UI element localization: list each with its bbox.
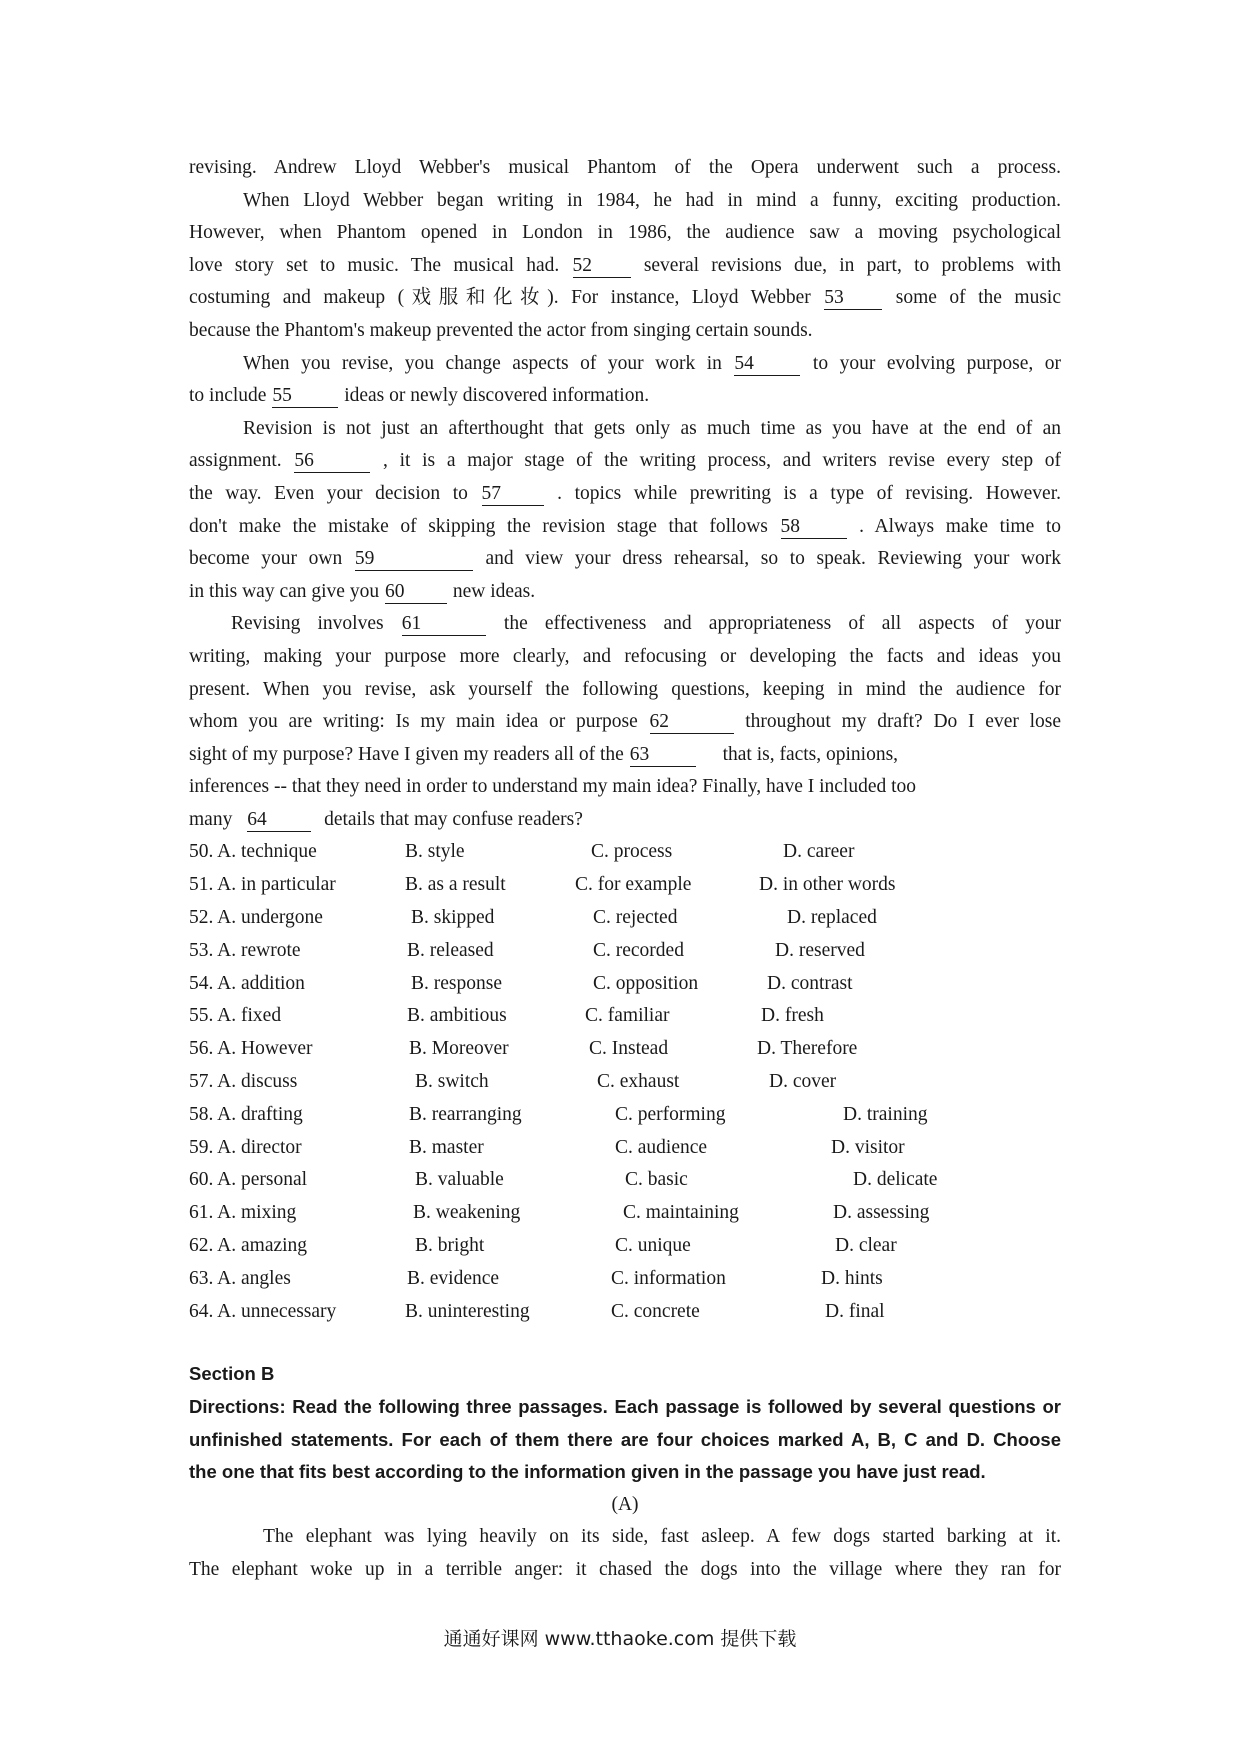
passage-line: writing, making your purpose more clearly, and refocusing or developing the facts and ideas you	[189, 645, 1061, 667]
option-a[interactable]: 64. A. unnecessary	[189, 1300, 337, 1322]
text-segment: and view your dress rehearsal, so to speak. Reviewing your work	[485, 548, 1061, 570]
blank-52[interactable]: 52	[573, 255, 631, 278]
text-segment: the effectiveness and appropriateness of all aspects of your	[503, 613, 1061, 635]
passage-line	[189, 576, 1061, 609]
passage-line	[189, 380, 1061, 413]
passage-line: The elephant woke up in a terrible anger: it chased the dogs into the village where they ran for	[189, 1558, 1061, 1580]
option-c[interactable]: C. exhaust	[597, 1071, 680, 1093]
text-segment: become your own	[189, 548, 343, 570]
option-c[interactable]: C. Instead	[589, 1038, 669, 1060]
text-segment: assignment.	[189, 450, 282, 472]
option-a[interactable]: 56. A. However	[189, 1038, 313, 1060]
option-d[interactable]: D. contrast	[767, 972, 853, 994]
text-segment: throughout my draft? Do I ever lose	[745, 711, 1061, 733]
blank-57[interactable]: 57	[482, 483, 544, 506]
option-row	[189, 1033, 1061, 1066]
blank-63[interactable]: 63	[630, 744, 696, 767]
option-a[interactable]: 59. A. director	[189, 1136, 302, 1158]
option-b[interactable]: B. rearranging	[409, 1103, 522, 1125]
passage-line: inferences -- that they need in order to understand my main idea? Finally, have I included too	[189, 776, 917, 798]
option-b[interactable]: B. evidence	[407, 1267, 500, 1289]
option-row	[189, 1197, 1061, 1230]
option-row	[189, 1296, 1061, 1329]
option-c[interactable]: C. familiar	[585, 1005, 670, 1027]
option-row	[189, 1066, 1061, 1099]
option-c[interactable]: C. for example	[575, 874, 692, 896]
text-segment: don't make the mistake of skipping the revision stage that follows	[189, 515, 768, 537]
option-a[interactable]: 51. A. in particular	[189, 874, 336, 896]
passage-line	[189, 706, 1061, 739]
text-segment: details that may confuse readers?	[324, 808, 583, 830]
passage-line: When Lloyd Webber began writing in 1984, he had in mind a funny, exciting production.	[243, 189, 1061, 211]
option-a[interactable]: 53. A. rewrote	[189, 939, 301, 961]
option-d[interactable]: D. in other words	[759, 874, 896, 896]
blank-62[interactable]: 62	[650, 711, 734, 734]
passage-line: The elephant was lying heavily on its side, fast asleep. A few dogs started barking at it.	[263, 1526, 1061, 1548]
blank-64[interactable]: 64	[247, 809, 311, 832]
passage-line	[189, 543, 1061, 576]
spacer	[189, 1328, 1061, 1358]
option-c[interactable]: C. unique	[615, 1235, 691, 1257]
option-a[interactable]: 57. A. discuss	[189, 1071, 298, 1093]
text-segment: many	[189, 808, 233, 830]
text-segment: costuming and makeup (戏服和化妆). For instance, Lloyd Webber	[189, 287, 811, 309]
text-segment: several revisions due, in part, to problems with	[643, 254, 1061, 276]
option-row	[189, 935, 1061, 968]
option-d[interactable]: D. final	[825, 1300, 885, 1322]
answer-options	[189, 836, 1061, 1328]
text-segment: the way. Even your decision to	[189, 482, 468, 504]
option-a[interactable]: 50. A. technique	[189, 841, 317, 863]
option-c[interactable]: C. rejected	[593, 907, 678, 929]
passage-line	[189, 804, 1061, 837]
option-c[interactable]: C. maintaining	[623, 1202, 739, 1224]
option-a[interactable]: 61. A. mixing	[189, 1202, 297, 1224]
option-c[interactable]: C. process	[591, 841, 673, 863]
blank-58[interactable]: 58	[781, 516, 847, 539]
option-b[interactable]: B. response	[411, 972, 502, 994]
option-c[interactable]: C. basic	[625, 1169, 688, 1191]
blank-60[interactable]: 60	[385, 581, 447, 604]
blank-56[interactable]: 56	[294, 450, 370, 473]
option-d[interactable]: D. clear	[835, 1235, 897, 1257]
option-b[interactable]: B. valuable	[415, 1169, 504, 1191]
option-b[interactable]: B. switch	[415, 1071, 489, 1093]
passage-line	[189, 608, 1061, 641]
text-segment: that is, facts, opinions,	[722, 743, 899, 765]
option-row	[189, 1164, 1061, 1197]
directions-line: the one that fits best according to the information given in the passage you have just read.	[189, 1461, 986, 1483]
option-d[interactable]: D. cover	[769, 1071, 837, 1093]
option-row	[189, 1230, 1061, 1263]
passage-line: However, when Phantom opened in London in 1986, the audience saw a moving psychological	[189, 222, 1061, 244]
option-a[interactable]: 58. A. drafting	[189, 1103, 303, 1125]
section-heading: Section B	[189, 1363, 275, 1385]
text-segment: sight of my purpose? Have I given my readers all of the	[189, 743, 624, 765]
option-d[interactable]: D. assessing	[833, 1202, 930, 1224]
option-c[interactable]: C. concrete	[611, 1300, 700, 1322]
option-b[interactable]: B. skipped	[411, 907, 495, 929]
option-b[interactable]: B. bright	[415, 1235, 485, 1257]
blank-61[interactable]: 61	[402, 613, 486, 636]
option-b[interactable]: B. ambitious	[407, 1005, 507, 1027]
blank-54[interactable]: 54	[734, 353, 800, 376]
text-segment: Revising involves	[231, 613, 384, 635]
option-d[interactable]: D. replaced	[787, 907, 877, 929]
passage-line: because the Phantom's makeup prevented the actor from singing certain sounds.	[189, 319, 813, 341]
option-b[interactable]: B. Moreover	[409, 1038, 509, 1060]
option-c[interactable]: C. audience	[615, 1136, 708, 1158]
text-segment: in this way can give you	[189, 580, 380, 602]
option-a[interactable]: 52. A. undergone	[189, 907, 323, 929]
passage-line	[189, 478, 1061, 511]
option-row	[189, 869, 1061, 902]
text-segment: to include	[189, 385, 267, 407]
passage-line	[189, 282, 1061, 315]
option-row	[189, 968, 1061, 1001]
blank-53[interactable]: 53	[824, 287, 882, 310]
option-b[interactable]: B. as a result	[405, 874, 506, 896]
directions	[189, 1391, 1061, 1489]
option-a[interactable]: 60. A. personal	[189, 1169, 308, 1191]
option-d[interactable]: D. career	[783, 841, 855, 863]
text-segment: some of the music	[895, 287, 1061, 309]
option-c[interactable]: C. performing	[615, 1103, 726, 1125]
directions-line: unfinished statements. For each of them there are four choices marked A, B, C and D. Choose	[189, 1428, 1061, 1450]
text-segment: to your evolving purpose, or	[812, 352, 1061, 374]
passage-line: revising. Andrew Lloyd Webber's musical Phantom of the Opera underwent such a process.	[189, 157, 1061, 178]
option-c[interactable]: C. information	[611, 1267, 726, 1289]
option-d[interactable]: D. Therefore	[757, 1038, 858, 1060]
option-a[interactable]: 54. A. addition	[189, 972, 305, 994]
text-segment: When you revise, you change aspects of your work in	[243, 352, 722, 374]
option-row	[189, 902, 1061, 935]
document-page	[189, 152, 1061, 1587]
option-row	[189, 1132, 1061, 1165]
option-b[interactable]: B. weakening	[413, 1202, 521, 1224]
option-d[interactable]: D. training	[843, 1103, 928, 1125]
option-c[interactable]: C. recorded	[593, 939, 684, 961]
directions-line: Directions: Read the following three passages. Each passage is followed by several questions or	[189, 1396, 1061, 1418]
option-a[interactable]: 63. A. angles	[189, 1267, 291, 1289]
passage-line	[189, 511, 1061, 544]
option-row	[189, 1099, 1061, 1132]
option-row	[189, 1000, 1061, 1033]
text-segment: . Always make time to	[859, 515, 1061, 537]
option-d[interactable]: D. reserved	[775, 939, 865, 961]
option-row	[189, 1263, 1061, 1296]
passage-line	[189, 348, 1061, 381]
text-segment: whom you are writing: Is my main idea or purpose	[189, 711, 638, 733]
option-row	[189, 836, 1061, 869]
option-b[interactable]: B. uninteresting	[405, 1300, 530, 1322]
blank-59[interactable]: 59	[355, 548, 473, 571]
option-c[interactable]: C. opposition	[593, 972, 699, 994]
option-b[interactable]: B. master	[409, 1136, 484, 1158]
text-segment: love story set to music. The musical had.	[189, 254, 560, 276]
option-d[interactable]: D. delicate	[853, 1169, 938, 1191]
option-a[interactable]: 55. A. fixed	[189, 1005, 282, 1027]
passage-label: (A)	[611, 1493, 639, 1515]
passage-line: Revision is not just an afterthought that gets only as much time as you have at the end of an	[243, 417, 1061, 439]
page-footer: 通通好课网 www.tthaoke.com 提供下载	[443, 1628, 797, 1650]
text-segment: , it is a major stage of the writing process, and writers revise every step of	[383, 450, 1061, 472]
passage-line	[189, 250, 1061, 283]
text-segment: . topics while prewriting is a type of revising. However.	[557, 482, 1061, 504]
option-b[interactable]: B. style	[405, 841, 465, 863]
passage-line	[189, 739, 1061, 772]
option-d[interactable]: D. fresh	[761, 1005, 824, 1027]
option-a[interactable]: 62. A. amazing	[189, 1235, 308, 1257]
passage-line	[189, 445, 1061, 478]
option-d[interactable]: D. hints	[821, 1267, 883, 1289]
text-segment: ideas or newly discovered information.	[344, 385, 650, 407]
text-segment: new ideas.	[452, 580, 536, 602]
option-b[interactable]: B. released	[407, 939, 494, 961]
blank-55[interactable]: 55	[272, 385, 338, 408]
passage-line: present. When you revise, ask yourself the following questions, keeping in mind the audience for	[189, 678, 1061, 700]
option-d[interactable]: D. visitor	[831, 1136, 905, 1158]
